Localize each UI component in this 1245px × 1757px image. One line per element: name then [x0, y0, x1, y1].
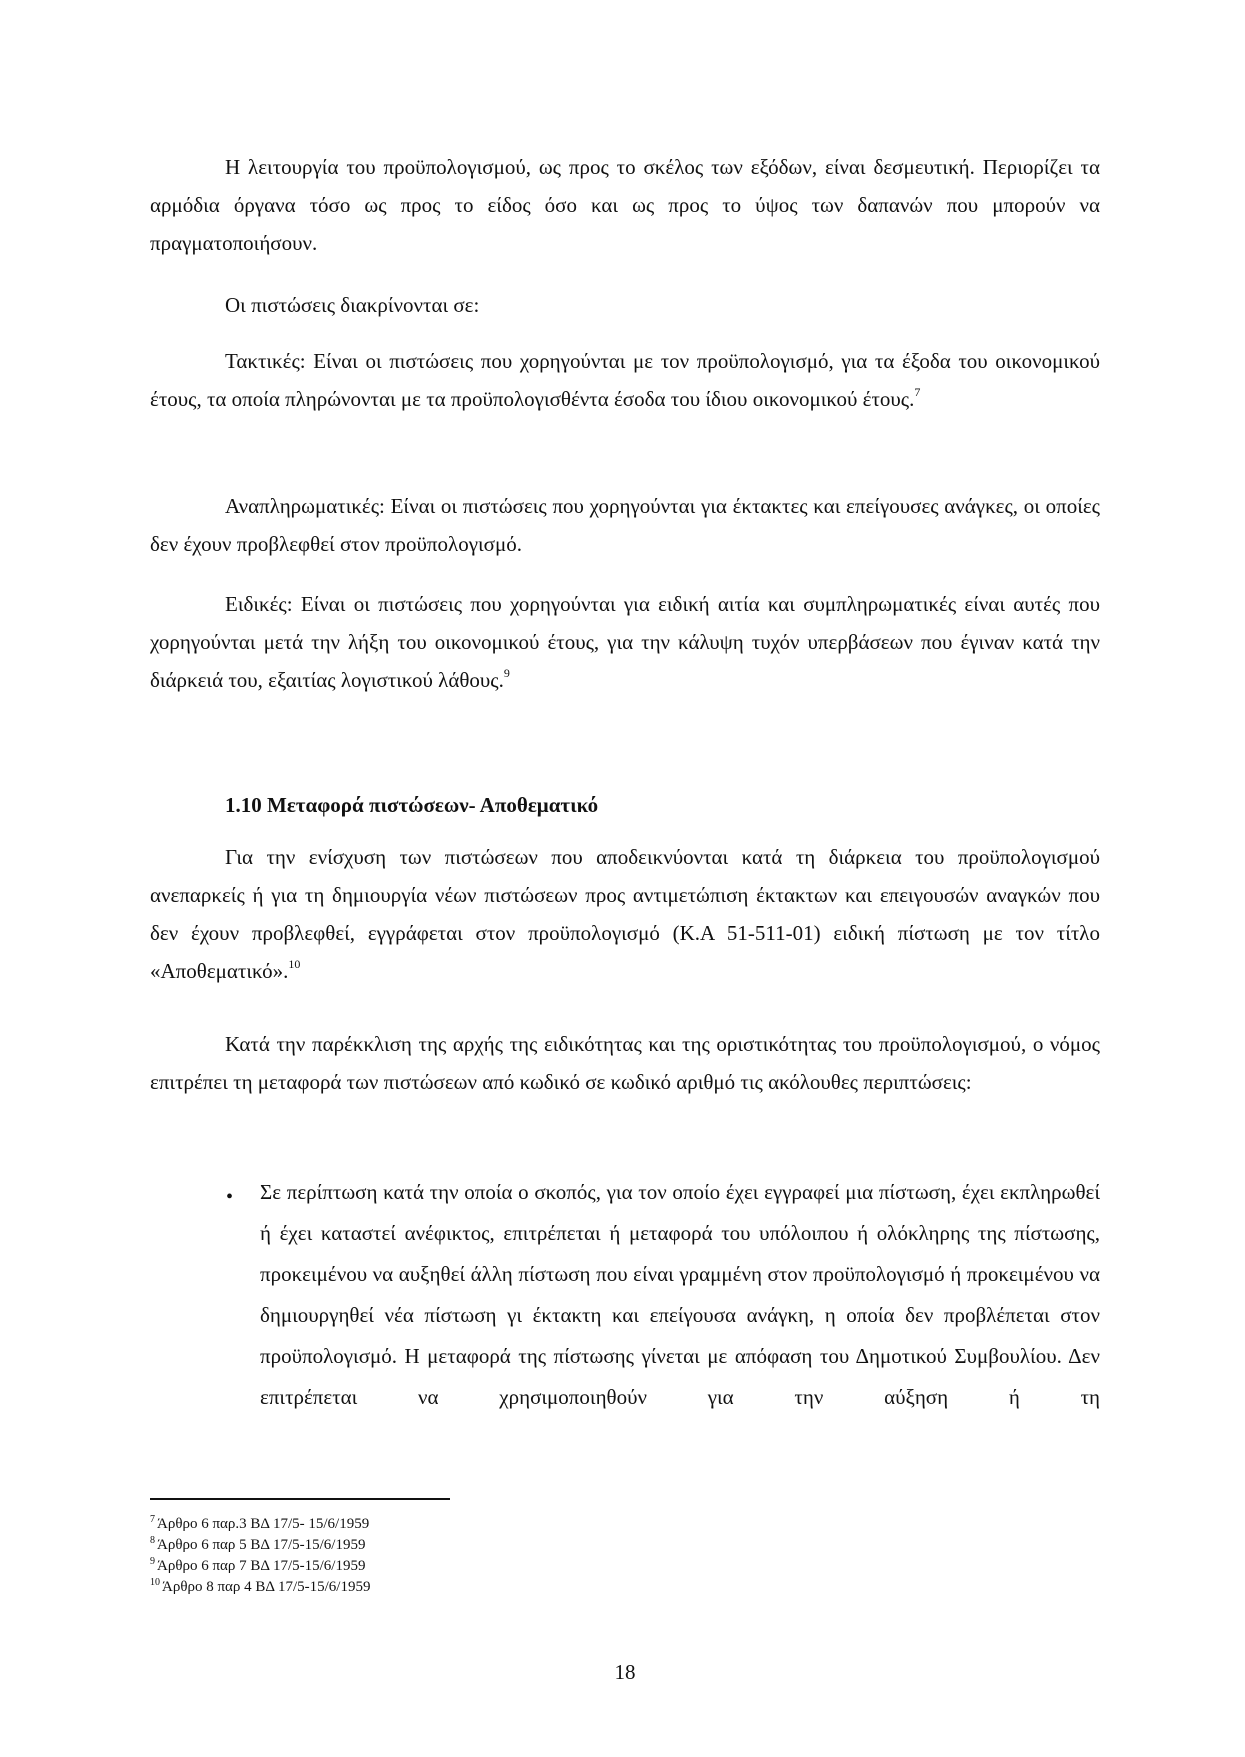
page-number: 18 [614, 1660, 636, 1684]
paragraph-credit-transfer: Κατά την παρέκκλιση της αρχής της ειδικότητας και της οριστικότητας του προϋπολογισμού, ο νόμος επιτρέπει τη μεταφορά των πιστώσεων από κωδικό σε κωδικό αριθμό τις ακόλουθες περιπτώσεις: [150, 1032, 1100, 1094]
footnotes [150, 1514, 370, 1598]
paragraph-regular-credits: Τακτικές: Είναι οι πιστώσεις που χορηγούνται με τον προϋπολογισμό, για τα έξοδα του οικονομικού έτους, τα οποία πληρώνονται με τα προϋπολογισθέντα έσοδα του ίδιου οικονομικού έτους.$^7$ [150, 349, 1100, 411]
section-heading: 1.10 Μεταφορά πιστώσεων- Αποθεματικό [225, 793, 599, 817]
paragraph-supplementary-credits: Αναπληρωματικές: Είναι οι πιστώσεις που χορηγούνται για έκτακτες και επείγουσες ανάγκες, οι οποίες δεν έχουν προβλεφθεί στον προϋπολογισμό. [150, 494, 1100, 556]
footnote-9: $^9$ Άρθρο 6 παρ 7 ΒΔ 17/5-15/6/1959 [150, 1556, 366, 1574]
document-page [150, 0, 1100, 1757]
paragraph-credit-types-intro: Οι πιστώσεις διακρίνονται σε: [225, 293, 480, 317]
footnote-divider [150, 1498, 450, 1500]
footnote-ref-7: 7 [914, 385, 921, 399]
bullet-icon: • [226, 1186, 234, 1208]
footnote-7: $^7$ Άρθρο 6 παρ.3 ΒΔ 17/5- 15/6/1959 [150, 1514, 370, 1532]
footnote-10: $^{10}$ Άρθρο 8 παρ 4 ΒΔ 17/5-15/6/1959 [150, 1577, 371, 1595]
footnote-ref-9: 9 [503, 666, 510, 680]
footnote-8: $^8$ Άρθρο 6 παρ 5 ΒΔ 17/5-15/6/1959 [150, 1535, 366, 1553]
paragraph-reserve: Για την ενίσχυση των πιστώσεων που αποδεικνύονται κατά τη διάρκεια του προϋπολογισμού ανεπαρκείς ή για τη δημιουργία νέων πιστώσεων προς αντιμετώπιση έκτακτων και επειγουσών αναγκών που δεν έχουν προβλεφθεί, εγγράφεται στον προϋπολογισμό (Κ.Α 51-511-01) ειδική πίστωση με τον τίτλο «Αποθεματικό».$^{10}$ [150, 845, 1100, 983]
paragraph-budget-function: Η λειτουργία του προϋπολογισμού, ως προς το σκέλος των εξόδων, είναι δεσμευτική. Περιορίζει τα αρμόδια όργανα τόσο ως προς το είδος όσο και ως προς το ύψος των δαπανών που μπορούν να πραγματοποιήσουν. [150, 155, 1100, 255]
footnote-ref-10: 10 [288, 957, 301, 971]
list-item: Σε περίπτωση κατά την οποία ο σκοπός, για τον οποίο έχει εγγραφεί μια πίστωση, έχει εκπληρωθεί ή έχει καταστεί ανέφικτος, επιτρέπεται ή μεταφορά του υπόλοιπου ή ολόκληρης της πίστωσης, προκειμένου να αυξηθεί άλλη πίστωση που είναι γραμμένη στον προϋπολογισμό ή προκειμένου να δημιουργηθεί νέα πίστωση γι έκτακτη και επείγουσα ανάγκη, η οποία δεν προβλέπεται στον προϋπολογισμό. Η μεταφορά της πίστωσης γίνεται με απόφαση του Δημοτικού Συμβουλίου. Δεν επιτρέπεται να χρησιμοποιηθούν για την αύξηση ή τη [260, 1180, 1100, 1409]
paragraph-special-credits: Ειδικές: Είναι οι πιστώσεις που χορηγούνται για ειδική αιτία και συμπληρωματικές είναι αυτές που χορηγούνται μετά την λήξη του οικονομικού έτους, για την κάλυψη τυχόν υπερβάσεων που έγιναν κατά την διάρκειά του, εξαιτίας λογιστικού λάθους.$^9$ [150, 592, 1100, 692]
